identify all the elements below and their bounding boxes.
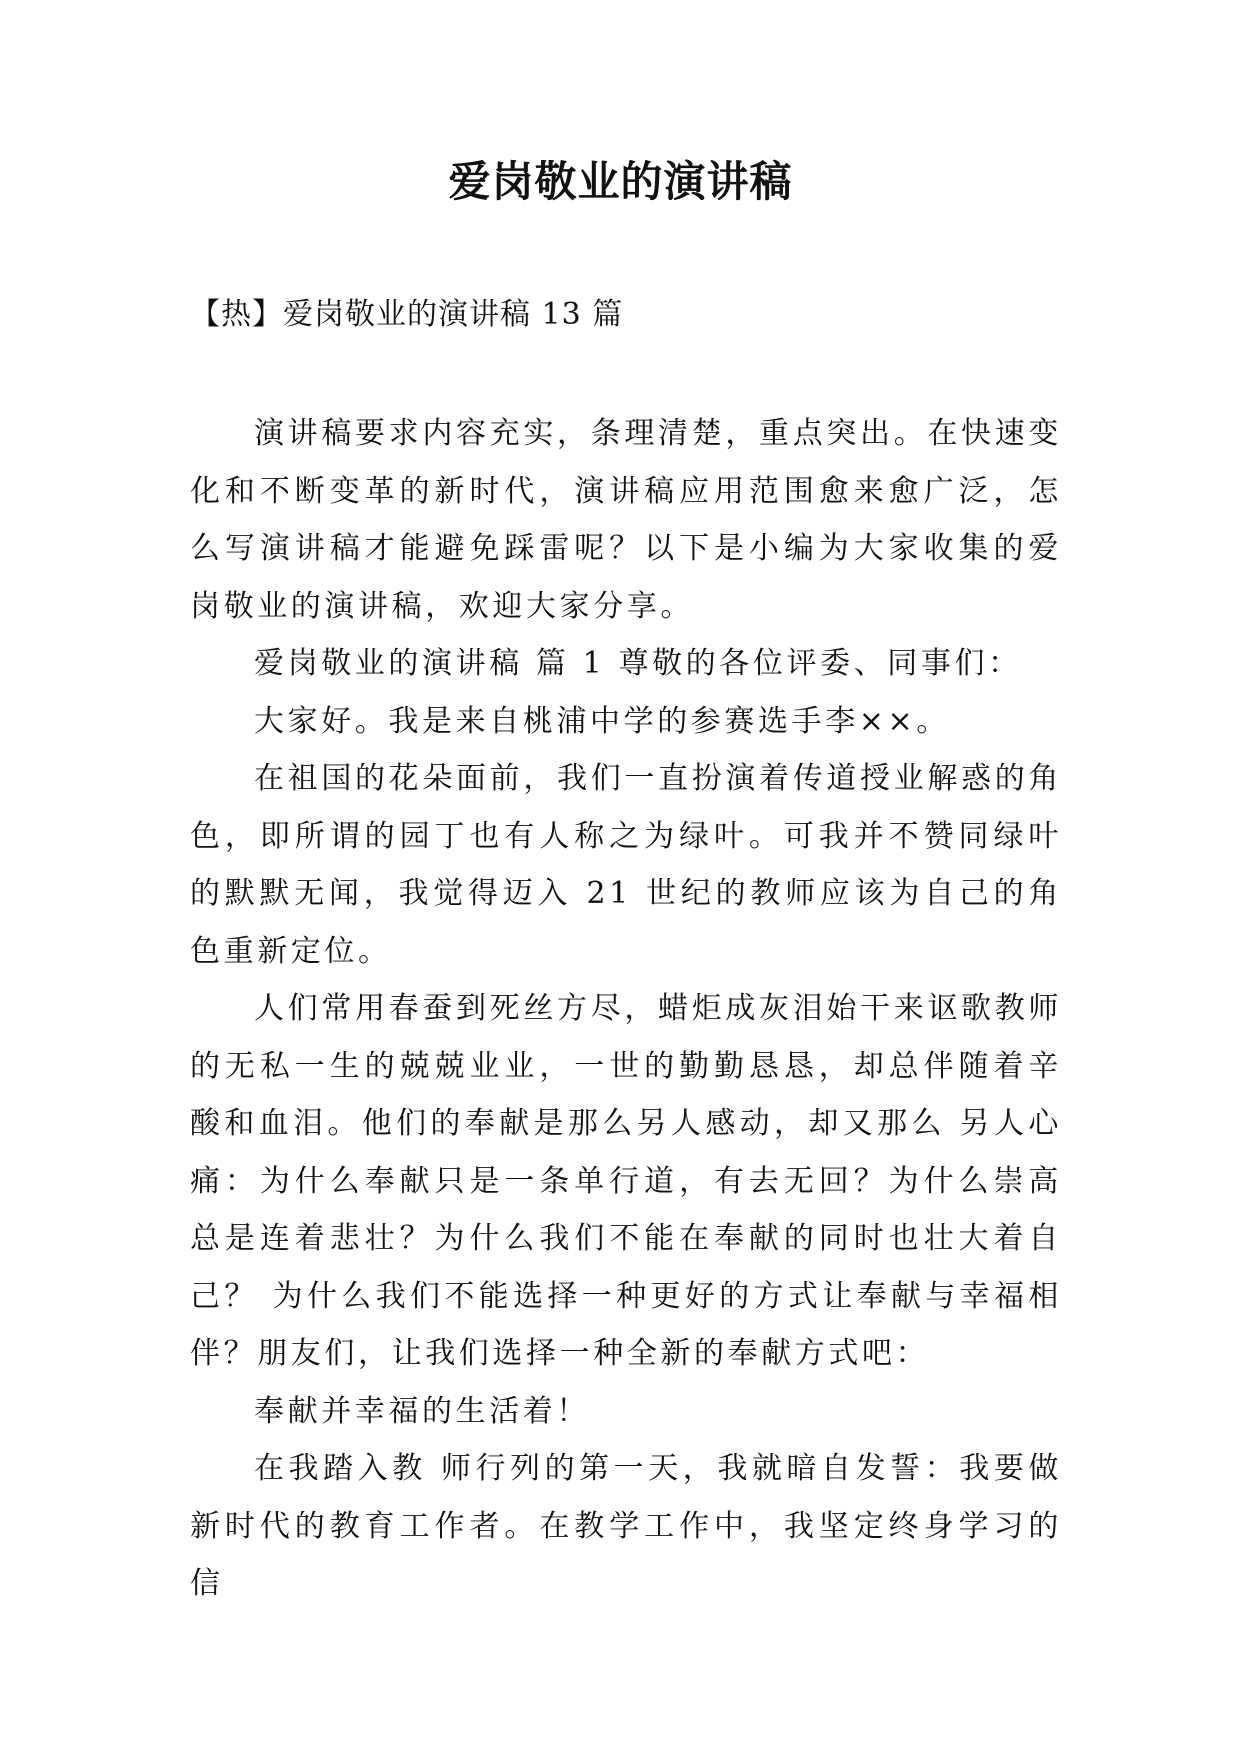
paragraph: 爱岗敬业的演讲稿 篇 1 尊敬的各位评委、同事们： — [254, 646, 1022, 681]
document-subtitle: 【热】爱岗敬业的演讲稿 13 篇 — [190, 297, 624, 332]
paragraph: 大家好。我是来自桃浦中学的参赛选手李××。 — [254, 703, 950, 739]
paragraph: 在我踏入教 师行列的第一天，我就暗自发誓：我要做新时代的教育工作者。在教学工作中，我坚定终身学习的信 — [190, 1451, 1062, 1601]
document-body — [190, 405, 1062, 1613]
paragraph: 演讲稿要求内容充实，条理清楚，重点突出。在快速变化和不断变革的新时代，演讲稿应用范围愈来愈广泛，怎么写演讲稿才能避免踩雷呢？以下是小编为大家收集的爱岗敬业的演讲稿，欢迎大家分享。 — [190, 416, 1062, 624]
paragraph: 奉献并幸福的生活着！ — [254, 1393, 590, 1429]
paragraph: 人们常用春蚕到死丝方尽，蜡炬成灰泪始干来讴歌教师的无私一生的兢兢业业，一世的勤勤恳恳，却总伴随着辛酸和血泪。他们的奉献是那么另人感动，却又那么 另人心痛：为什么奉献只是一条单行道，有去无回？为什么崇高总是连着悲壮？为什么我们不能在奉献的同时也壮大着自己？ 为什么我们不能选择一种更好的方式让奉献与幸福相伴？朋友们，让我们选择一种全新的奉献方式吧： — [190, 991, 1062, 1371]
document-title: 爱岗敬业的演讲稿 — [448, 157, 793, 206]
paragraph: 在祖国的花朵面前，我们一直扮演着传道授业解惑的角色，即所谓的园丁也有人称之为绿叶。可我并不赞同绿叶的默默无闻，我觉得迈入 21 世纪的教师应该为自己的角色重新定位。 — [190, 761, 1062, 969]
